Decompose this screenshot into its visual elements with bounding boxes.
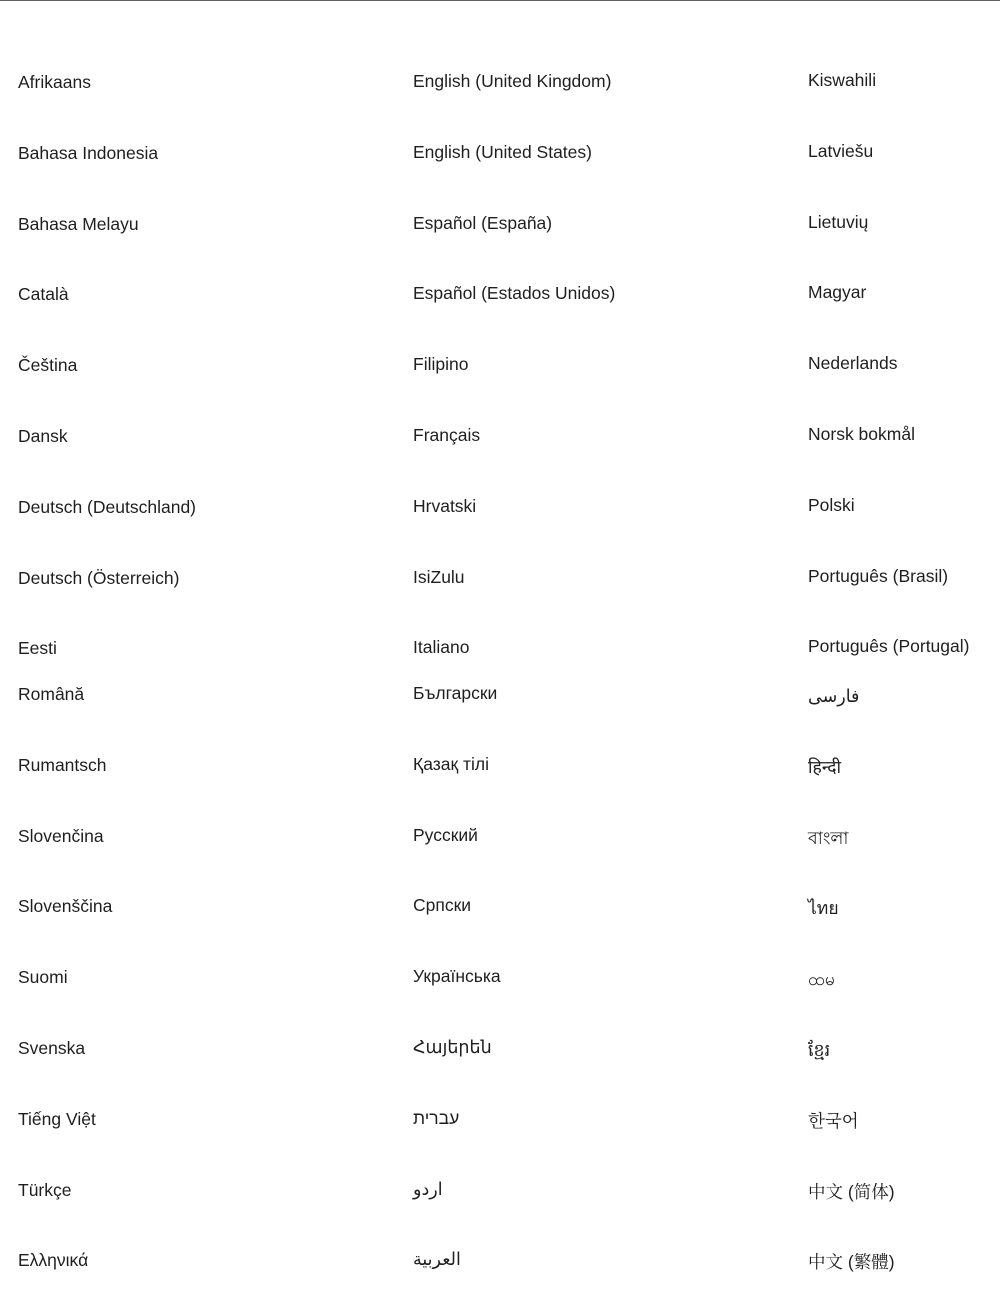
language-option[interactable]: Қазақ тілі bbox=[413, 753, 490, 774]
language-option[interactable]: Tiếng Việt bbox=[18, 1108, 96, 1129]
language-option[interactable]: ထမ bbox=[808, 969, 835, 990]
language-option[interactable]: Dansk bbox=[18, 426, 68, 446]
language-option[interactable]: Српски bbox=[413, 895, 472, 916]
top-divider bbox=[0, 0, 1000, 1]
language-option[interactable]: العربية bbox=[413, 1249, 461, 1270]
language-option[interactable]: Deutsch (Österreich) bbox=[18, 567, 180, 588]
language-option[interactable]: Português (Portugal) bbox=[808, 636, 970, 657]
language-option[interactable]: Bahasa Indonesia bbox=[18, 142, 159, 163]
language-option[interactable]: Nederlands bbox=[808, 353, 898, 374]
language-option[interactable]: Deutsch (Deutschland) bbox=[18, 496, 196, 517]
language-option[interactable]: Español (Estados Unidos) bbox=[413, 283, 616, 304]
language-option[interactable]: Norsk bokmål bbox=[808, 424, 915, 444]
language-option[interactable]: Latviešu bbox=[808, 140, 874, 161]
language-option[interactable]: Čeština bbox=[18, 355, 78, 376]
language-option[interactable]: Հայերեն bbox=[413, 1037, 492, 1057]
language-option[interactable]: اردو bbox=[413, 1178, 443, 1199]
language-option[interactable]: Русский bbox=[413, 824, 478, 845]
language-option[interactable]: Italiano bbox=[413, 637, 470, 658]
language-option[interactable]: IsiZulu bbox=[413, 566, 465, 587]
language-option[interactable]: Slovenščina bbox=[18, 896, 113, 917]
language-option[interactable]: Español (España) bbox=[413, 212, 553, 233]
language-option[interactable]: Magyar bbox=[808, 282, 867, 303]
language-option[interactable]: English (United States) bbox=[413, 141, 592, 162]
language-option[interactable]: Français bbox=[413, 425, 481, 445]
language-option[interactable]: Română bbox=[18, 684, 85, 704]
language-option[interactable]: Български bbox=[413, 683, 498, 703]
language-option[interactable]: Eesti bbox=[18, 638, 57, 659]
language-option[interactable]: ไทย bbox=[808, 898, 839, 919]
language-option[interactable]: Català bbox=[18, 284, 69, 305]
language-option[interactable]: Українська bbox=[413, 966, 501, 987]
language-option[interactable]: বাংলা bbox=[808, 827, 849, 848]
language-option[interactable]: 한국어 bbox=[808, 1110, 859, 1131]
language-option[interactable]: فارسی bbox=[808, 686, 860, 706]
language-option[interactable]: Türkçe bbox=[18, 1179, 72, 1200]
language-option[interactable]: Svenska bbox=[18, 1038, 86, 1058]
language-option[interactable]: 中文 (繁體) bbox=[808, 1252, 895, 1273]
language-option[interactable]: ខ្មែរ bbox=[808, 1040, 831, 1060]
language-option[interactable]: Bahasa Melayu bbox=[18, 213, 139, 234]
language-option[interactable]: Filipino bbox=[413, 354, 469, 375]
language-option[interactable]: Afrikaans bbox=[18, 72, 91, 92]
language-option[interactable]: English (United Kingdom) bbox=[413, 71, 612, 91]
language-option[interactable]: हिन्दी bbox=[808, 756, 842, 777]
language-option[interactable]: Rumantsch bbox=[18, 754, 107, 775]
language-option[interactable]: Português (Brasil) bbox=[808, 565, 949, 586]
language-option[interactable]: Lietuvių bbox=[808, 211, 869, 232]
language-option[interactable]: Slovenčina bbox=[18, 825, 104, 846]
language-option[interactable]: עברית bbox=[413, 1107, 460, 1128]
language-option[interactable]: Ελληνικά bbox=[18, 1250, 89, 1271]
language-option[interactable]: Suomi bbox=[18, 967, 68, 988]
language-option[interactable]: Polski bbox=[808, 494, 855, 515]
language-option[interactable]: 中文 (简体) bbox=[808, 1181, 895, 1202]
language-option[interactable]: Kiswahili bbox=[808, 70, 877, 90]
language-option[interactable]: Hrvatski bbox=[413, 495, 477, 516]
